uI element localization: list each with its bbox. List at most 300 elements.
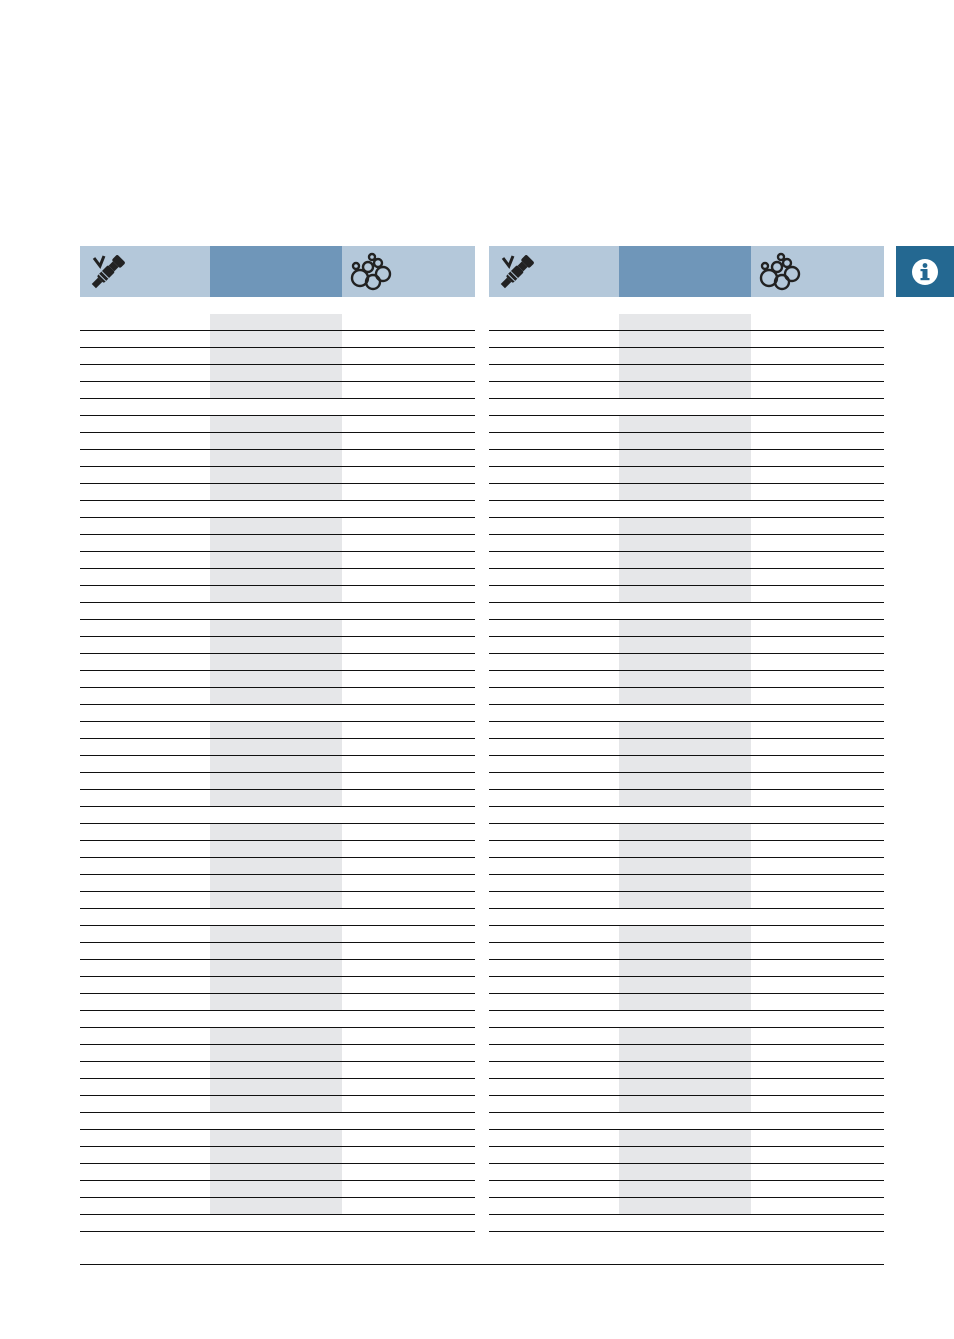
table-row xyxy=(489,705,884,722)
table-cell xyxy=(210,399,342,415)
info-tab[interactable] xyxy=(896,246,954,297)
table-cell xyxy=(619,552,751,568)
table-cell xyxy=(489,1147,619,1163)
table-cell xyxy=(342,637,475,653)
table-row xyxy=(80,1147,475,1164)
table-cell xyxy=(210,960,342,976)
table-cell xyxy=(751,994,884,1010)
table-cell xyxy=(619,1062,751,1078)
table-row xyxy=(80,1079,475,1096)
table-cell xyxy=(751,501,884,517)
table-row xyxy=(80,501,475,518)
table-cell xyxy=(80,399,210,415)
table-cell xyxy=(80,1130,210,1146)
table-cell xyxy=(619,654,751,670)
table-cell xyxy=(489,926,619,942)
table-cell xyxy=(489,875,619,891)
table-cell xyxy=(342,1011,475,1027)
table-cell xyxy=(751,484,884,500)
table-cell xyxy=(80,450,210,466)
table-row xyxy=(80,671,475,688)
table-cell xyxy=(489,705,619,721)
table-cell xyxy=(619,705,751,721)
table-cell xyxy=(751,569,884,585)
table-cell xyxy=(80,909,210,925)
table-cell xyxy=(619,671,751,687)
table-cell xyxy=(80,365,210,381)
table-cell xyxy=(210,637,342,653)
table-cell xyxy=(751,671,884,687)
table-row xyxy=(489,739,884,756)
table-cell xyxy=(489,756,619,772)
table-cell xyxy=(210,552,342,568)
seal-rings-kit-icon xyxy=(757,252,803,292)
table-row xyxy=(80,892,475,909)
table-cell xyxy=(342,688,475,704)
table-cell xyxy=(80,433,210,449)
table-cell xyxy=(489,637,619,653)
table-row xyxy=(489,1181,884,1198)
table-cell xyxy=(342,654,475,670)
table-cell xyxy=(489,433,619,449)
table-cell xyxy=(210,739,342,755)
table-cell xyxy=(619,1011,751,1027)
table-row xyxy=(80,416,475,433)
table-cell xyxy=(619,688,751,704)
table-cell xyxy=(489,382,619,398)
table-cell xyxy=(80,484,210,500)
table-cell xyxy=(342,671,475,687)
table-cell xyxy=(342,705,475,721)
table-row xyxy=(80,1028,475,1045)
table-cell xyxy=(751,467,884,483)
table-cell xyxy=(80,1079,210,1095)
table-cell xyxy=(751,858,884,874)
table-row xyxy=(489,824,884,841)
table-row xyxy=(80,654,475,671)
fuel-injector-icon xyxy=(495,252,539,292)
table-row xyxy=(80,467,475,484)
table-cell xyxy=(80,1096,210,1112)
table-cell xyxy=(619,994,751,1010)
table-cell xyxy=(489,1062,619,1078)
table-cell xyxy=(489,671,619,687)
table-row xyxy=(489,1062,884,1079)
table-cell xyxy=(751,773,884,789)
table-cell xyxy=(342,943,475,959)
table-cell xyxy=(80,416,210,432)
table-cell xyxy=(342,603,475,619)
table-cell xyxy=(751,1215,884,1231)
table-cell xyxy=(210,348,342,364)
table-cell xyxy=(342,348,475,364)
table-row xyxy=(80,535,475,552)
table-cell xyxy=(210,569,342,585)
table-row xyxy=(489,1164,884,1181)
table-row xyxy=(80,433,475,450)
table-cell xyxy=(751,756,884,772)
table-row xyxy=(80,943,475,960)
table-cell xyxy=(751,1198,884,1214)
table-cell xyxy=(619,1028,751,1044)
header-part-number-column xyxy=(619,246,751,297)
table-cell xyxy=(489,739,619,755)
table-cell xyxy=(342,960,475,976)
table-row xyxy=(489,1215,884,1232)
table-row xyxy=(80,1130,475,1147)
table-cell xyxy=(210,790,342,806)
table-cell xyxy=(210,1215,342,1231)
table-cell xyxy=(489,450,619,466)
table-cell xyxy=(489,994,619,1010)
table-row xyxy=(489,654,884,671)
fuel-injector-icon xyxy=(86,252,130,292)
table-cell xyxy=(619,620,751,636)
table-cell xyxy=(489,1130,619,1146)
table-cell xyxy=(80,892,210,908)
table-row xyxy=(489,416,884,433)
table-cell xyxy=(619,365,751,381)
table-cell xyxy=(619,569,751,585)
table-cell xyxy=(80,960,210,976)
table-cell xyxy=(619,841,751,857)
table-cell xyxy=(619,1147,751,1163)
table-row xyxy=(489,671,884,688)
table-cell xyxy=(751,739,884,755)
table-row xyxy=(489,586,884,603)
table-row xyxy=(489,841,884,858)
table-row xyxy=(80,348,475,365)
seal-rings-kit-icon xyxy=(348,252,394,292)
table-cell xyxy=(489,365,619,381)
table-row xyxy=(489,1079,884,1096)
table-cell xyxy=(80,1011,210,1027)
table-cell xyxy=(80,688,210,704)
table-cell xyxy=(751,399,884,415)
table-cell xyxy=(751,535,884,551)
table-cell xyxy=(489,1164,619,1180)
table-cell xyxy=(210,1164,342,1180)
table-cell xyxy=(489,1096,619,1112)
table-cell xyxy=(751,892,884,908)
table-row xyxy=(80,1062,475,1079)
table-cell xyxy=(210,620,342,636)
table-cell xyxy=(619,824,751,840)
table-cell xyxy=(619,467,751,483)
table-row xyxy=(489,501,884,518)
table-cell xyxy=(751,1079,884,1095)
table-row xyxy=(489,926,884,943)
info-icon xyxy=(910,257,940,287)
table-cell xyxy=(619,1096,751,1112)
table-cell xyxy=(489,1215,619,1231)
table-cell xyxy=(342,994,475,1010)
table-cell xyxy=(619,722,751,738)
table-cell xyxy=(80,977,210,993)
table-cell xyxy=(751,1045,884,1061)
table-cell xyxy=(751,807,884,823)
table-cell xyxy=(342,1198,475,1214)
table-row xyxy=(80,705,475,722)
table-row xyxy=(489,331,884,348)
table-cell xyxy=(751,909,884,925)
table-cell xyxy=(619,1181,751,1197)
table-cell xyxy=(619,960,751,976)
table-cell xyxy=(619,756,751,772)
table-cell xyxy=(619,790,751,806)
table-cell xyxy=(489,960,619,976)
table-row xyxy=(80,1164,475,1181)
header-part-number-column xyxy=(210,246,342,297)
table-cell xyxy=(210,824,342,840)
table-cell xyxy=(489,977,619,993)
table-cell xyxy=(342,365,475,381)
table-cell xyxy=(751,416,884,432)
table-cell xyxy=(751,603,884,619)
table-cell xyxy=(210,858,342,874)
table-row xyxy=(80,722,475,739)
table-row xyxy=(489,1147,884,1164)
table-cell xyxy=(80,1147,210,1163)
table-cell xyxy=(80,824,210,840)
table-cell xyxy=(342,722,475,738)
table-cell xyxy=(210,501,342,517)
table-row xyxy=(80,688,475,705)
table-row xyxy=(489,637,884,654)
table-cell xyxy=(210,535,342,551)
table-cell xyxy=(619,926,751,942)
table-cell xyxy=(80,535,210,551)
table-cell xyxy=(342,1045,475,1061)
table-cell xyxy=(80,620,210,636)
table-cell xyxy=(342,756,475,772)
table-cell xyxy=(342,1130,475,1146)
table-cell xyxy=(489,620,619,636)
table-cell xyxy=(489,348,619,364)
table-row xyxy=(489,467,884,484)
table-cell xyxy=(342,739,475,755)
table-cell xyxy=(342,773,475,789)
table-cell xyxy=(489,331,619,347)
table-cell xyxy=(751,552,884,568)
table-cell xyxy=(210,1113,342,1129)
table-row xyxy=(80,1096,475,1113)
table-cell xyxy=(751,348,884,364)
table-cell xyxy=(80,1215,210,1231)
table-cell xyxy=(210,1130,342,1146)
table-cell xyxy=(210,314,342,330)
table-cell xyxy=(619,331,751,347)
table-cell xyxy=(751,875,884,891)
table-cell xyxy=(619,1079,751,1095)
table-cell xyxy=(489,314,619,330)
table-row xyxy=(80,1215,475,1232)
table-row xyxy=(80,603,475,620)
parts-table-right xyxy=(489,246,884,1232)
table-cell xyxy=(210,1011,342,1027)
table-cell xyxy=(342,1096,475,1112)
table-cell xyxy=(751,586,884,602)
table-row xyxy=(80,382,475,399)
table-cell xyxy=(342,909,475,925)
table-row xyxy=(489,756,884,773)
table-cell xyxy=(80,314,210,330)
table-cell xyxy=(619,535,751,551)
table-cell xyxy=(210,382,342,398)
table-row xyxy=(489,433,884,450)
table-cell xyxy=(619,943,751,959)
table-row xyxy=(80,773,475,790)
table-cell xyxy=(210,1062,342,1078)
table-row xyxy=(80,399,475,416)
table-cell xyxy=(342,569,475,585)
table-cell xyxy=(210,518,342,534)
table-cell xyxy=(342,331,475,347)
table-cell xyxy=(751,1164,884,1180)
table-cell xyxy=(80,994,210,1010)
table-row xyxy=(80,909,475,926)
table-cell xyxy=(751,926,884,942)
table-cell xyxy=(210,841,342,857)
table-cell xyxy=(210,586,342,602)
table-cell xyxy=(489,399,619,415)
table-cell xyxy=(489,722,619,738)
table-row xyxy=(489,1028,884,1045)
table-cell xyxy=(751,433,884,449)
parts-table-left xyxy=(80,246,475,1232)
table-cell xyxy=(80,1198,210,1214)
table-cell xyxy=(80,501,210,517)
table-cell xyxy=(489,586,619,602)
table-cell xyxy=(619,450,751,466)
table-row xyxy=(80,314,475,331)
table-cell xyxy=(751,790,884,806)
table-cell xyxy=(80,637,210,653)
table-cell xyxy=(210,705,342,721)
table-cell xyxy=(489,1079,619,1095)
table-cell xyxy=(751,1028,884,1044)
table-cell xyxy=(210,1147,342,1163)
table-cell xyxy=(342,433,475,449)
table-cell xyxy=(489,892,619,908)
table-cell xyxy=(80,382,210,398)
table-row xyxy=(489,892,884,909)
table-row xyxy=(80,790,475,807)
table-cell xyxy=(210,450,342,466)
table-cell xyxy=(342,1062,475,1078)
table-cell xyxy=(619,314,751,330)
table-cell xyxy=(619,1198,751,1214)
table-row xyxy=(489,722,884,739)
table-row xyxy=(489,773,884,790)
table-cell xyxy=(210,926,342,942)
table-cell xyxy=(489,484,619,500)
table-cell xyxy=(80,671,210,687)
table-cell xyxy=(342,450,475,466)
header-seal-kit-column xyxy=(751,246,884,297)
table-cell xyxy=(210,671,342,687)
table-cell xyxy=(210,909,342,925)
table-cell xyxy=(751,841,884,857)
table-cell xyxy=(342,1215,475,1231)
table-cell xyxy=(210,943,342,959)
table-cell xyxy=(751,382,884,398)
table-cell xyxy=(342,1164,475,1180)
table-row xyxy=(489,790,884,807)
header-seal-kit-column xyxy=(342,246,475,297)
table-cell xyxy=(751,1096,884,1112)
table-cell xyxy=(489,569,619,585)
table-cell xyxy=(342,926,475,942)
table-row xyxy=(489,552,884,569)
table-cell xyxy=(489,790,619,806)
table-cell xyxy=(342,552,475,568)
table-row xyxy=(80,365,475,382)
table-row xyxy=(80,1181,475,1198)
table-cell xyxy=(80,739,210,755)
table-row xyxy=(80,484,475,501)
table-cell xyxy=(489,467,619,483)
table-row xyxy=(80,858,475,875)
table-cell xyxy=(80,1062,210,1078)
table-cell xyxy=(80,943,210,959)
table-cell xyxy=(489,841,619,857)
table-row xyxy=(489,1096,884,1113)
table-cell xyxy=(342,977,475,993)
table-cell xyxy=(751,1113,884,1129)
table-cell xyxy=(342,484,475,500)
table-cell xyxy=(619,399,751,415)
table-cell xyxy=(80,858,210,874)
table-cell xyxy=(489,1045,619,1061)
table-header xyxy=(489,246,884,297)
table-cell xyxy=(210,1096,342,1112)
table-row xyxy=(489,1113,884,1130)
table-cell xyxy=(210,1045,342,1061)
table-cell xyxy=(342,535,475,551)
table-row xyxy=(489,688,884,705)
table-cell xyxy=(342,1181,475,1197)
table-cell xyxy=(751,654,884,670)
table-cell xyxy=(619,416,751,432)
table-cell xyxy=(751,977,884,993)
table-row xyxy=(489,450,884,467)
table-cell xyxy=(80,654,210,670)
table-cell xyxy=(489,1028,619,1044)
table-row xyxy=(80,926,475,943)
table-cell xyxy=(619,501,751,517)
table-row xyxy=(80,960,475,977)
table-cell xyxy=(80,756,210,772)
table-cell xyxy=(342,790,475,806)
table-cell xyxy=(210,756,342,772)
table-row xyxy=(489,382,884,399)
table-cell xyxy=(80,518,210,534)
table-cell xyxy=(751,331,884,347)
table-cell xyxy=(80,1028,210,1044)
table-cell xyxy=(80,1164,210,1180)
table-cell xyxy=(210,875,342,891)
table-cell xyxy=(80,331,210,347)
table-row xyxy=(489,484,884,501)
table-cell xyxy=(489,603,619,619)
table-cell xyxy=(619,433,751,449)
table-cell xyxy=(619,1113,751,1129)
table-row xyxy=(489,960,884,977)
table-cell xyxy=(210,1028,342,1044)
table-cell xyxy=(342,875,475,891)
table-cell xyxy=(489,943,619,959)
